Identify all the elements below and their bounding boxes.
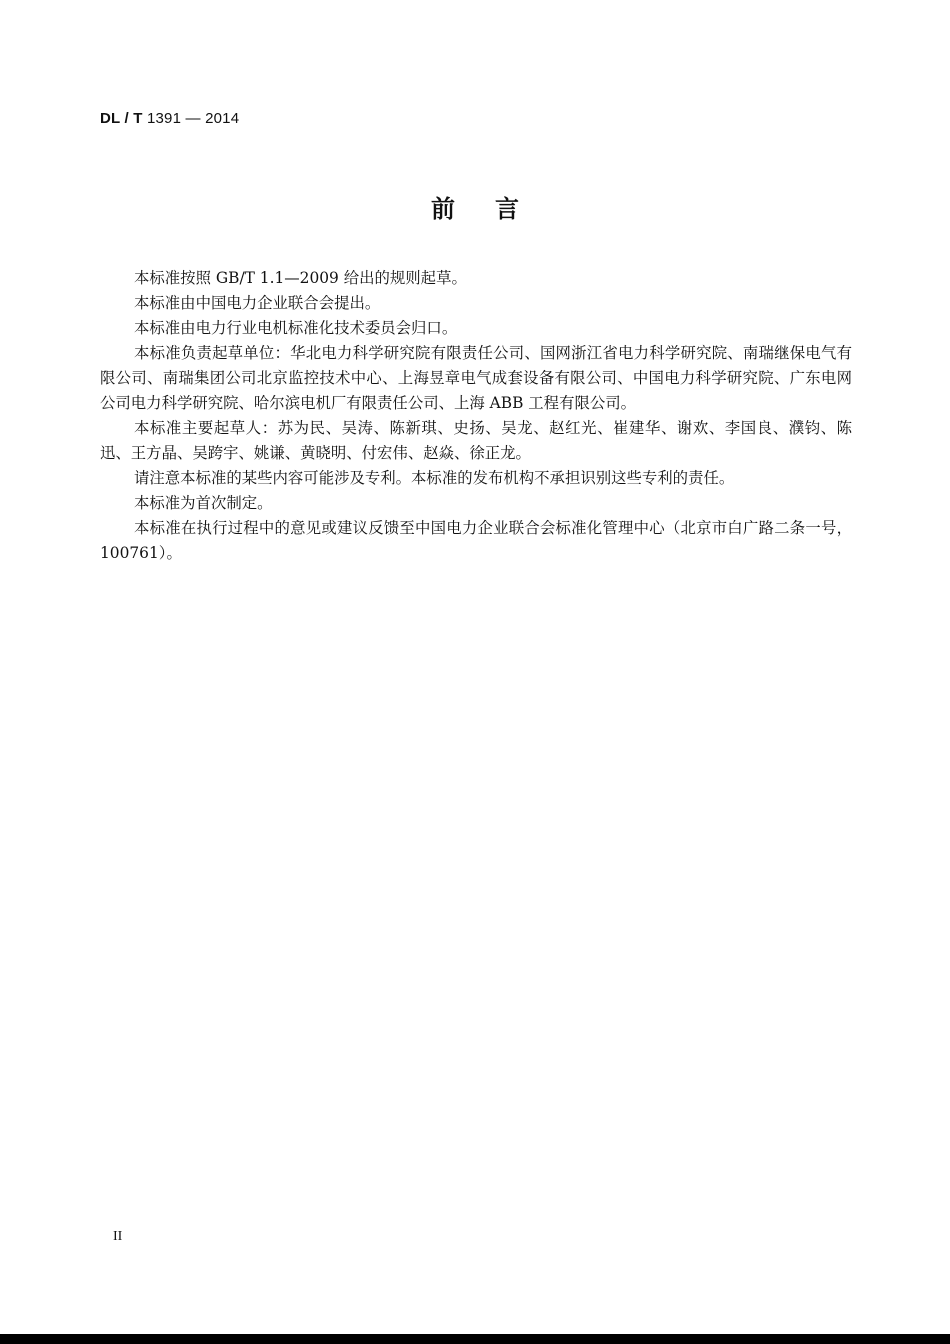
page-title: 前言 (431, 195, 559, 223)
paragraph-proposer: 本标准由中国电力企业联合会提出。 (134, 294, 381, 312)
standard-code-number: 1391 — 2014 (146, 110, 240, 127)
paragraph-drafting-units: 本标准负责起草单位：华北电力科学研究院有限责任公司、国网浙江省电力科学研究院、南瑞继保电气有限公司、南瑞集团公司北京监控技术中心、上海昱章电气成套设备有限公司、中国电力科学研究院、广东电网公司电力科学研究院、哈尔滨电机厂有限责任公司、上海 ABB 工程有限公司。 (100, 344, 852, 412)
document-code-header (100, 110, 239, 127)
paragraph-patent-notice: 请注意本标准的某些内容可能涉及专利。本标准的发布机构不承担识别这些专利的责任。 (134, 469, 735, 487)
paragraph-main-drafters: 本标准主要起草人：苏为民、吴涛、陈新琪、史扬、吴龙、赵红光、崔建华、谢欢、李国良、濮钧、陈迅、王方晶、吴跨宇、姚谦、黄晓明、付宏伟、赵焱、徐正龙。 (100, 419, 852, 462)
paragraph-feedback-contact: 本标准在执行过程中的意见或建议反馈至中国电力企业联合会标准化管理中心（北京市白广路二条一号，100761）。 (100, 519, 852, 562)
foreword-body (100, 266, 852, 566)
paragraph-technical-committee: 本标准由电力行业电机标准化技术委员会归口。 (134, 319, 458, 337)
standard-code-prefix: DL / T (100, 110, 143, 127)
page-number: II (113, 1229, 123, 1244)
bottom-rule (0, 1334, 950, 1344)
paragraph-drafting-rules: 本标准按照 GB/T 1.1—2009 给出的规则起草。 (134, 269, 467, 287)
paragraph-first-edition: 本标准为首次制定。 (134, 494, 273, 512)
